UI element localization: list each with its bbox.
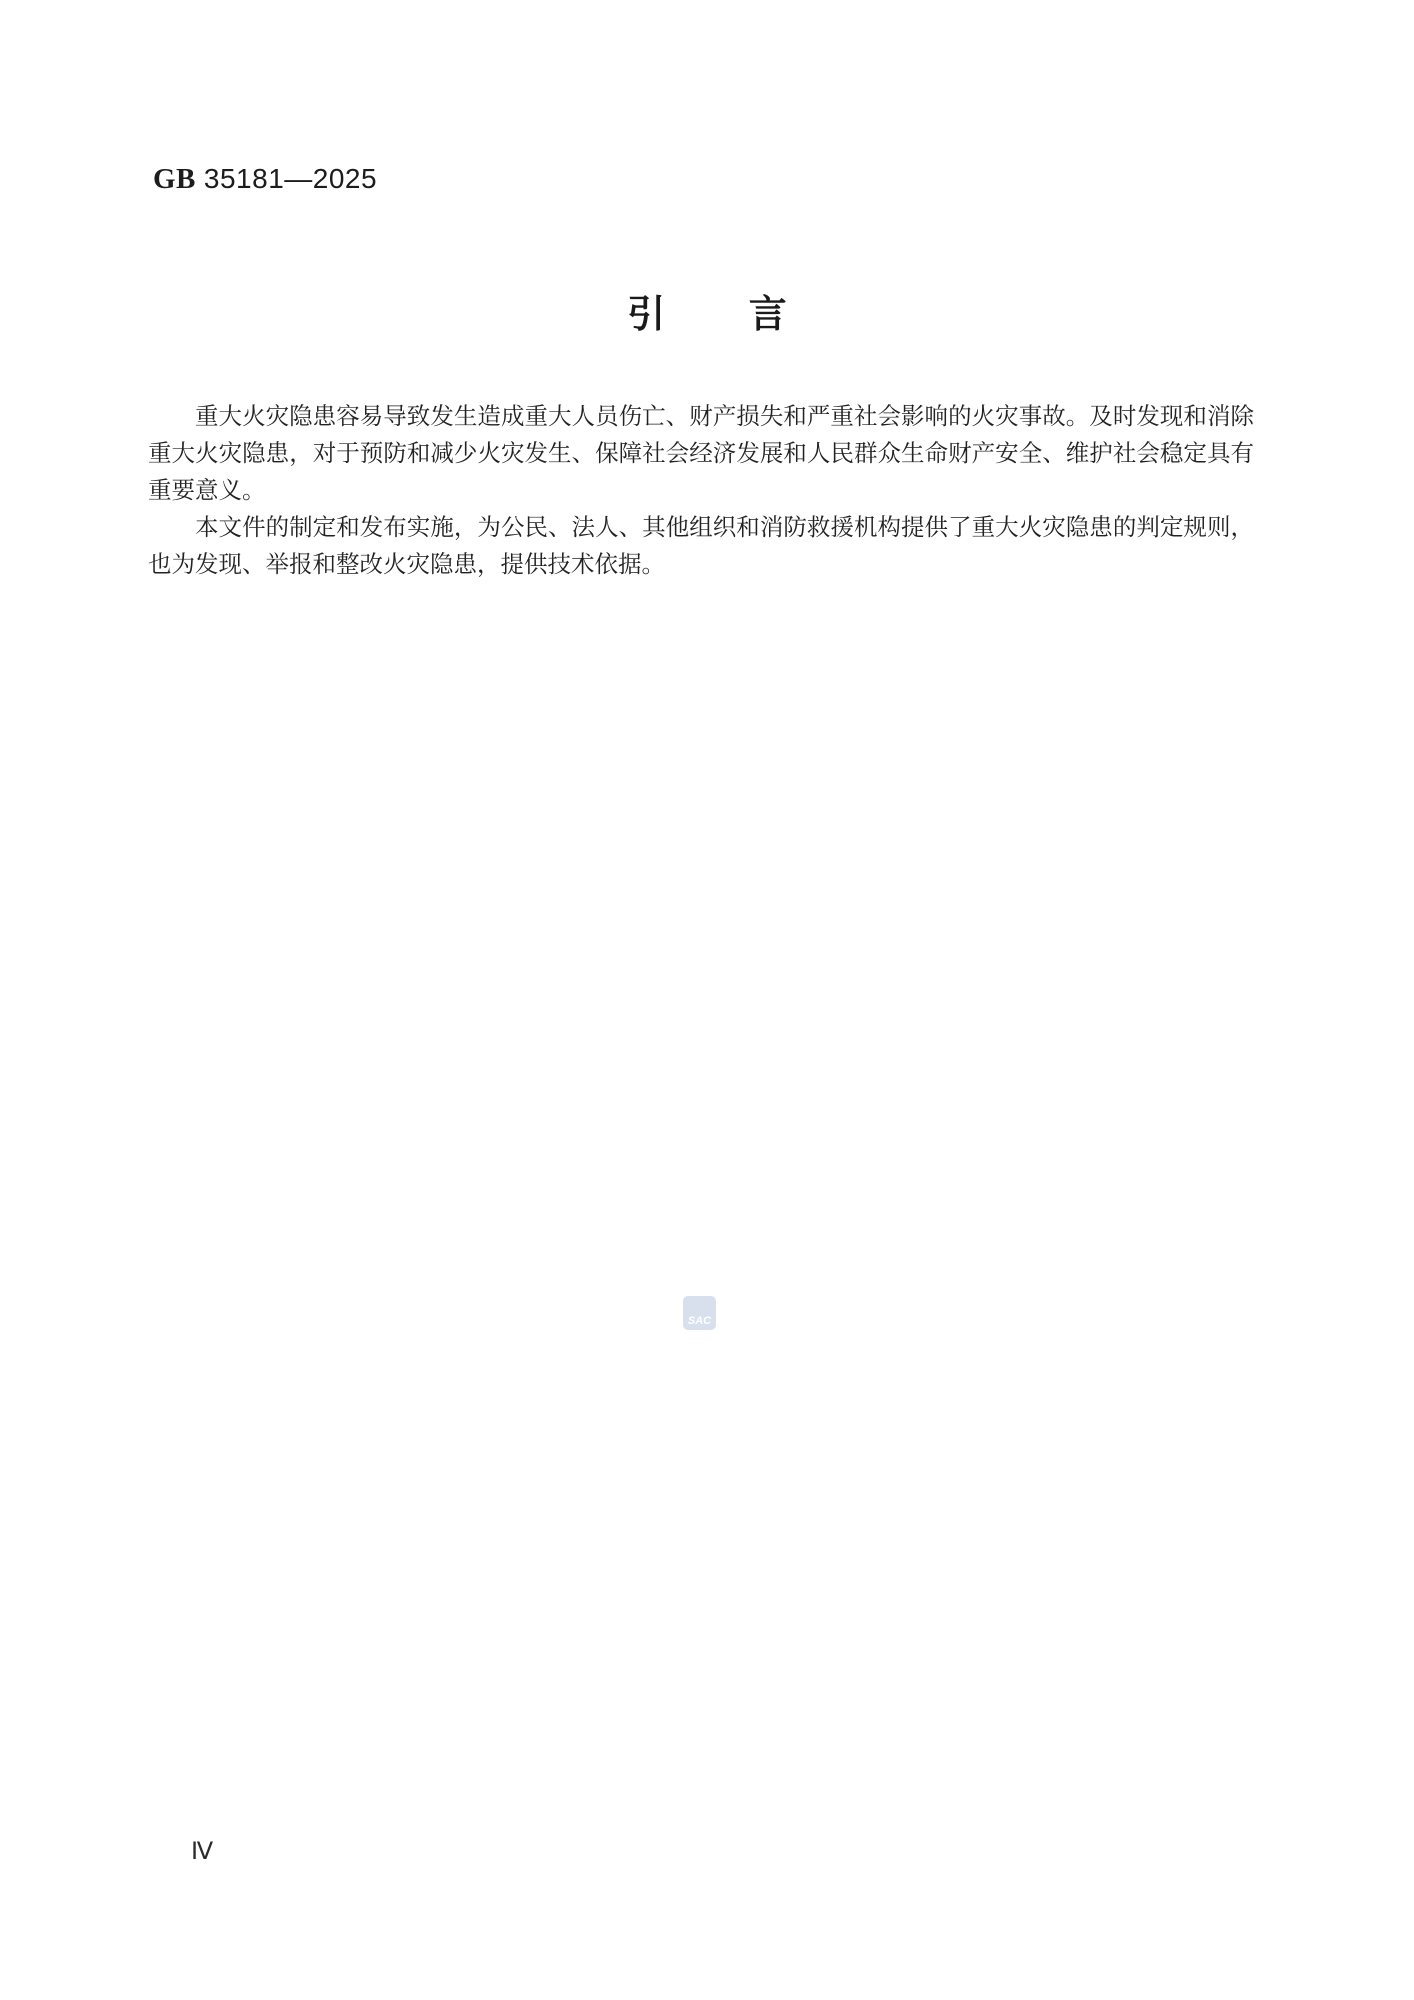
sac-watermark-label: SAC xyxy=(687,1315,712,1327)
paragraph: 本文件的制定和发布实施，为公民、法人、其他组织和消防救援机构提供了重大火灾隐患的判定规则，也为发现、举报和整改火灾隐患，提供技术依据。 xyxy=(148,515,1254,578)
standard-code-prefix: GB xyxy=(153,163,196,195)
standard-code-number: 35181—2025 xyxy=(203,163,378,194)
page-title: 引言 xyxy=(627,294,871,336)
page-number: Ⅳ xyxy=(191,1839,214,1865)
paragraph: 重大火灾隐患容易导致发生造成重大人员伤亡、财产损失和严重社会影响的火灾事故。及时发现和消除重大火灾隐患，对于预防和减少火灾发生、保障社会经济发展和人民群众生命财产安全、维护社会稳定具有重要意义。 xyxy=(148,404,1254,504)
introduction-body xyxy=(148,399,1254,584)
standard-code xyxy=(153,163,377,196)
sac-watermark-logo xyxy=(683,1296,716,1330)
